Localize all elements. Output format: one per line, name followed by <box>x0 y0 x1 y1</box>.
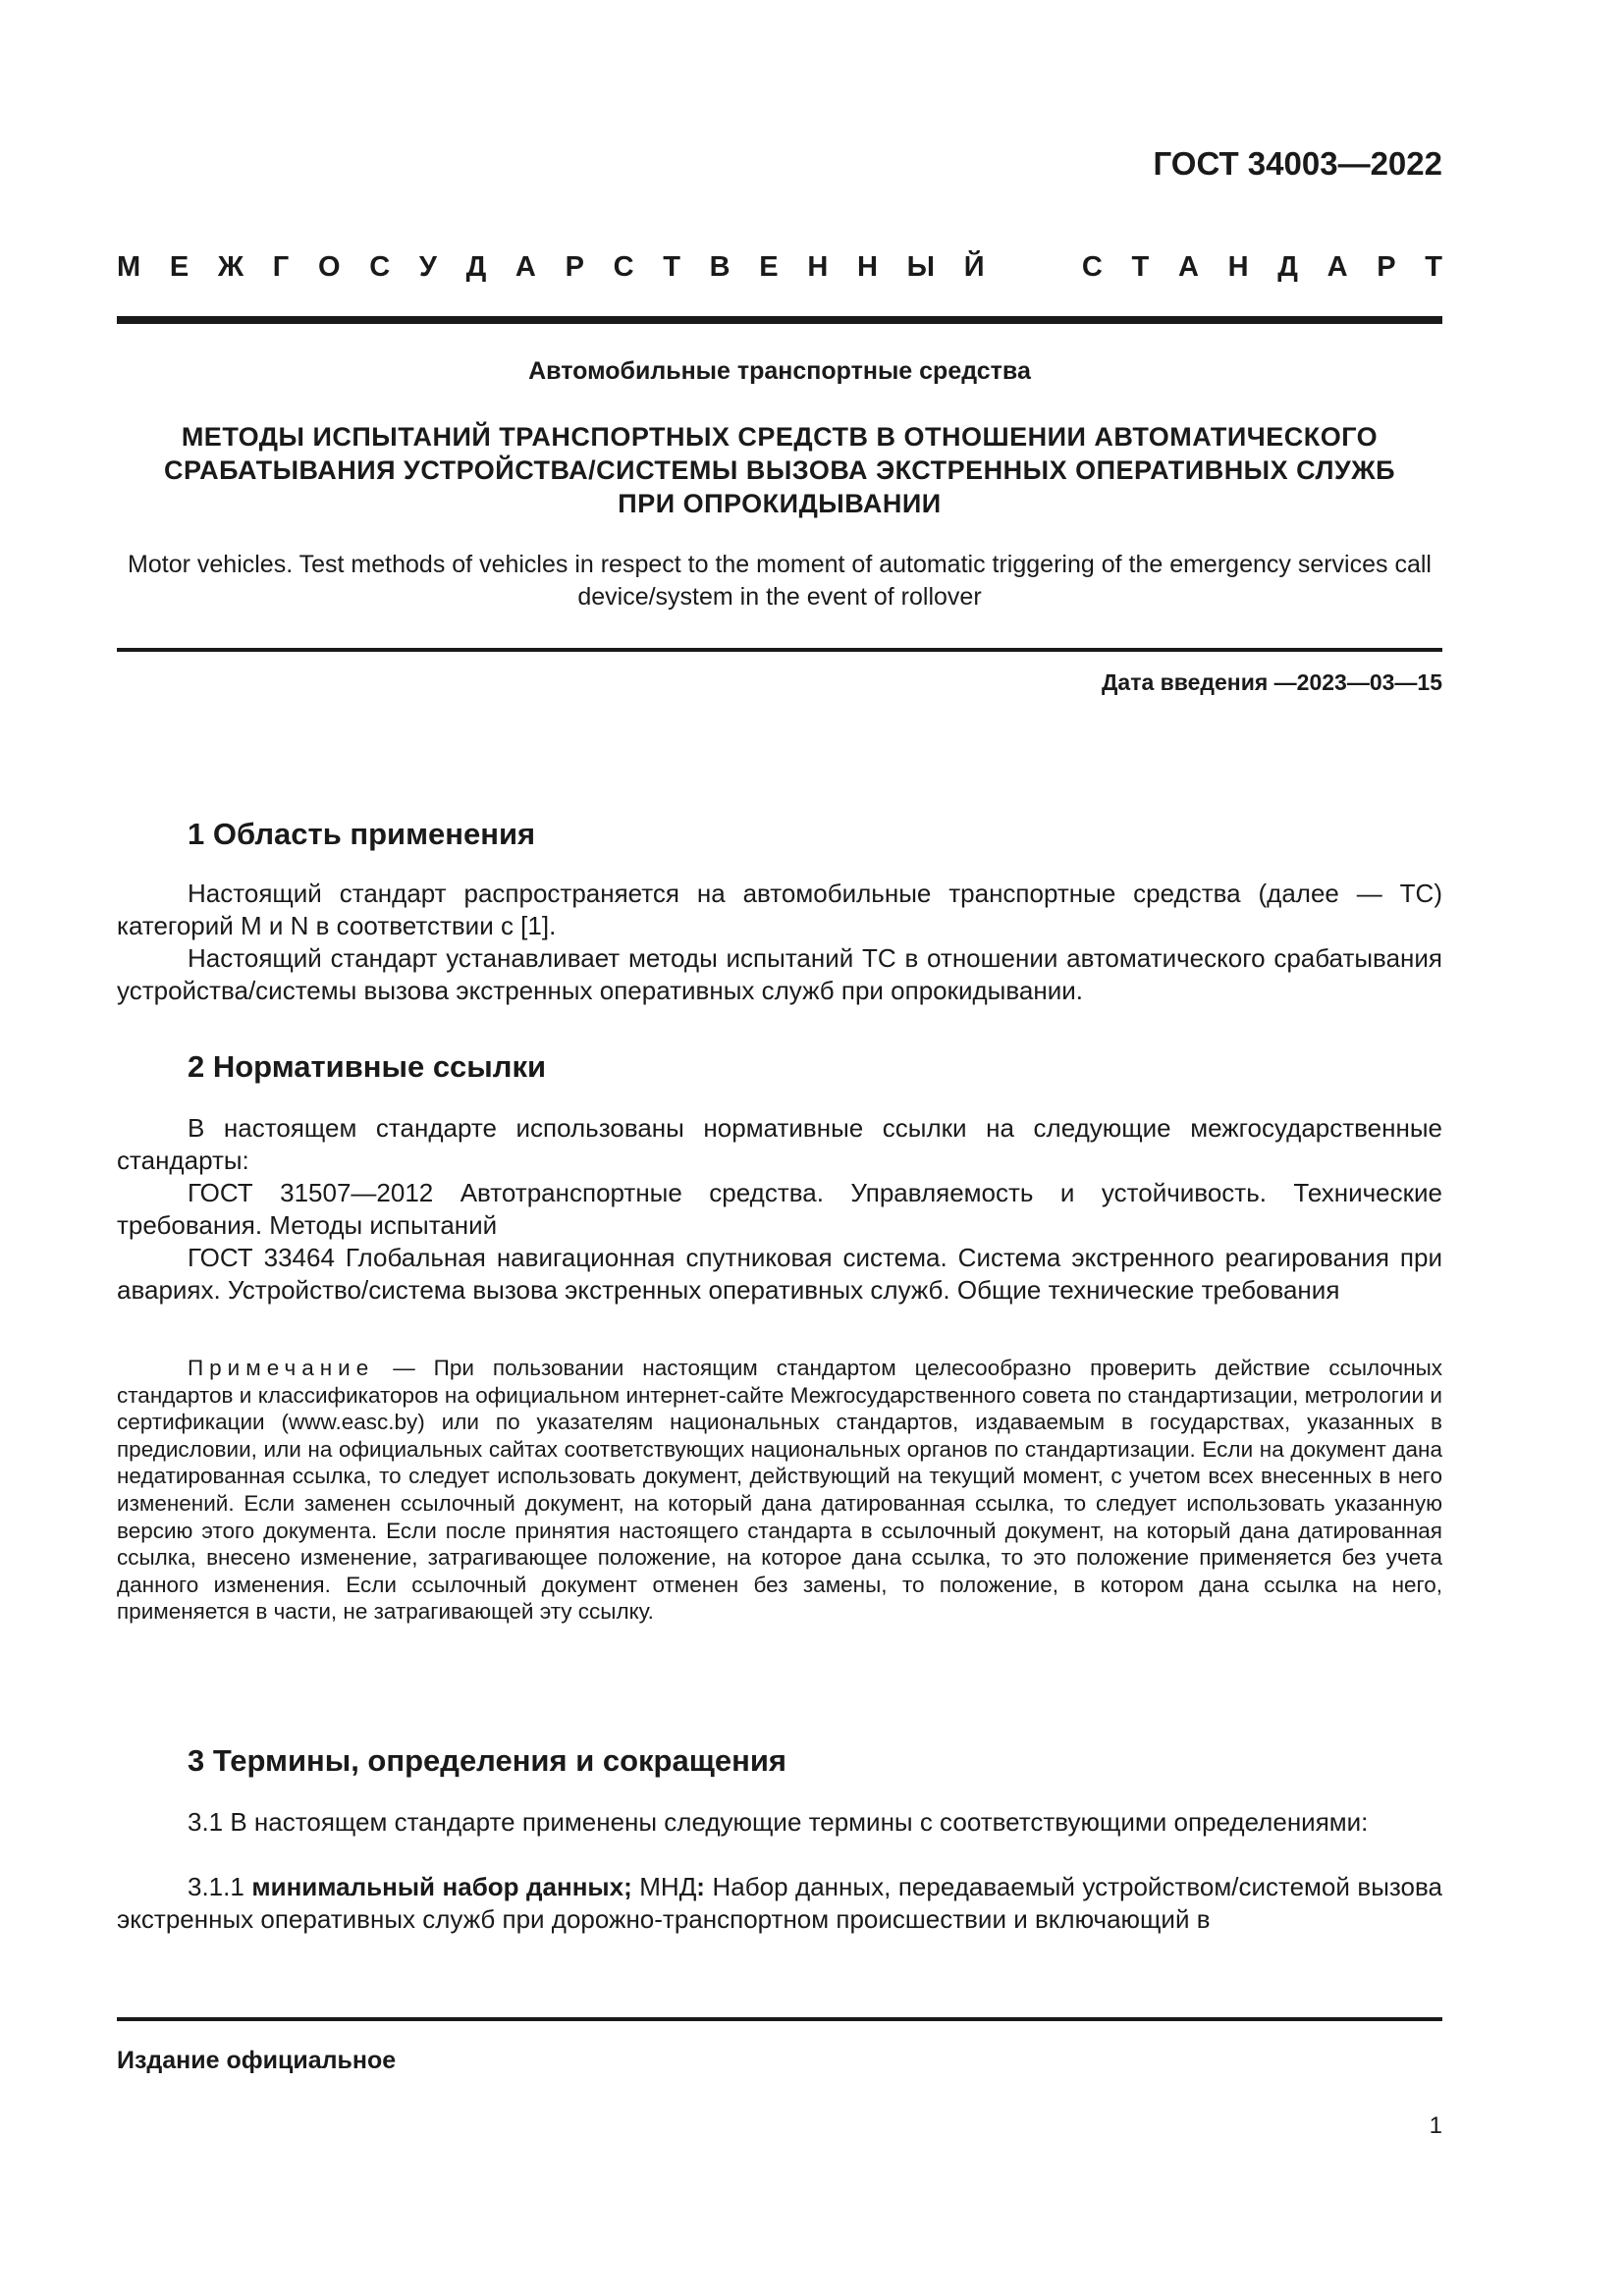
banner-letter: А <box>1326 251 1348 283</box>
title-ru-line: СРАБАТЫВАНИЯ УСТРОЙСТВА/СИСТЕМЫ ВЫЗОВА ЭКСТРЕННЫХ ОПЕРАТИВНЫХ СЛУЖБ <box>163 455 1396 485</box>
title-rule <box>117 648 1442 652</box>
banner-letter: Ж <box>217 251 244 283</box>
document-title-ru <box>117 420 1442 520</box>
banner-letter: Е <box>759 251 779 283</box>
section-heading-scope: 1 Область применения <box>188 817 536 851</box>
term-colon: : <box>696 1872 705 1901</box>
banner-letter: Д <box>1277 251 1298 283</box>
standard-number: ГОСТ 34003—2022 <box>1153 145 1442 182</box>
header-rule <box>117 316 1442 324</box>
banner-letter: Г <box>272 251 290 283</box>
banner-gap <box>1013 251 1053 284</box>
banner-letter: Н <box>807 251 829 283</box>
note-text: — При пользовании настоящим стандартом целесообразно проверить действие ссылочных стандартов и классификаторов на официальном интернет-сайте Межгосударственного совета по стандартизации, метрологии и сертификации (www.easc.by) или по указателям национальных стандартов, издаваемым в государствах, указанных в предисловии, или на официальных сайтах соответствующих национальных органов по стандартизации. Если на документ дана недатированная ссылка, то следует использовать документ, действующий на текущий момент, с учетом всех внесенных в него изменений. Если заменен ссылочный документ, на который дана датированная ссылка, то следует использовать указанную версию этого документа. Если после принятия настоящего стандарта в ссылочный документ, на который дана датированная ссылка, внесено изменение, затрагивающее положение, на которое дана ссылка, то это положение применяется без учета данного изменения. Если ссылочный документ отменен без замены, то положение, в котором дана ссылка на него, применяется в части, не затрагивающей эту ссылку. <box>117 1356 1442 1625</box>
paragraph <box>117 1112 1442 1177</box>
paragraph-text: Настоящий стандарт устанавливает методы испытаний ТС в отношении автоматического срабатывания устройства/системы вызова экстренных оперативных служб при опрокидывании. <box>117 943 1442 1005</box>
term-abbreviation: МНД <box>631 1872 697 1901</box>
paragraph <box>117 878 1442 942</box>
banner-letter: У <box>418 251 437 283</box>
banner-letter: А <box>514 251 536 283</box>
reference-text: ГОСТ 31507—2012 Автотранспортные средства. Управляемость и устойчивость. Технические требования. Методы испытаний <box>117 1178 1442 1240</box>
paragraph-text: В настоящем стандарте использованы нормативные ссылки на следующие межгосударственные стандарты: <box>117 1113 1442 1175</box>
title-en-line: device/system in the event of rollover <box>577 583 982 611</box>
banner-letter: Д <box>465 251 487 283</box>
introduction-date: Дата введения —2023—03—15 <box>1102 669 1442 695</box>
section-heading-terms: 3 Термины, определения и сокращения <box>188 1743 786 1778</box>
reference-text: ГОСТ 33464 Глобальная навигационная спутниковая система. Система экстренного реагирования при авариях. Устройство/система вызова экстренных оперативных служб. Общие технические требования <box>117 1243 1442 1305</box>
paragraph <box>117 942 1442 1007</box>
banner-letter: Т <box>1131 251 1150 283</box>
reference-entry <box>117 1242 1442 1307</box>
interstate-standard-banner <box>117 251 1442 284</box>
document-subtitle: Автомобильные транспортные средства <box>528 357 1031 385</box>
banner-letter: Ы <box>906 251 935 283</box>
term-definition <box>117 1871 1442 1936</box>
banner-letter: А <box>1177 251 1199 283</box>
note-label: Примечание <box>188 1356 375 1380</box>
banner-letter: Е <box>169 251 189 283</box>
page-number: 1 <box>1429 2112 1442 2139</box>
edition-label: Издание официальное <box>117 2047 397 2074</box>
banner-letter: С <box>1081 251 1103 283</box>
reference-entry <box>117 1177 1442 1242</box>
note <box>117 1355 1442 1626</box>
banner-letter: В <box>709 251 731 283</box>
banner-letter: Н <box>856 251 878 283</box>
term-name: минимальный набор данных; <box>251 1872 632 1901</box>
title-ru-line: МЕТОДЫ ИСПЫТАНИЙ ТРАНСПОРТНЫХ СРЕДСТВ В ОТНОШЕНИИ АВТОМАТИЧЕСКОГО <box>181 422 1379 452</box>
paragraph-text: Настоящий стандарт распространяется на автомобильные транспортные средства (далее — ТС) категорий M и N в соответствии с [1]. <box>117 879 1442 940</box>
paragraph-text: 3.1 В настоящем стандарте применены следующие термины с соответствующими определениями: <box>188 1807 1369 1837</box>
banner-letter: Т <box>1425 251 1442 283</box>
title-en-line: Motor vehicles. Test methods of vehicles in respect to the moment of automatic triggering of the emergency services call <box>128 551 1432 578</box>
banner-letter: Р <box>565 251 584 283</box>
footer-rule <box>117 2017 1442 2021</box>
banner-letter: О <box>317 251 341 283</box>
banner-letter: Т <box>663 251 680 283</box>
term-number: 3.1.1 <box>188 1872 252 1901</box>
section-heading-normative-references: 2 Нормативные ссылки <box>188 1049 547 1084</box>
banner-letter: Й <box>963 251 985 283</box>
document-title-en <box>117 549 1442 614</box>
banner-letter: С <box>613 251 634 283</box>
banner-letter: С <box>369 251 391 283</box>
banner-letter: Н <box>1227 251 1249 283</box>
banner-letter: М <box>117 251 141 283</box>
paragraph <box>117 1806 1442 1839</box>
term-text: Набор данных, передаваемый устройством/системой вызова экстренных оперативных служб при дорожно-транспортном происшествии и включающий в <box>117 1872 1442 1934</box>
banner-letter: Р <box>1377 251 1396 283</box>
title-ru-line: ПРИ ОПРОКИДЫВАНИИ <box>618 489 942 518</box>
